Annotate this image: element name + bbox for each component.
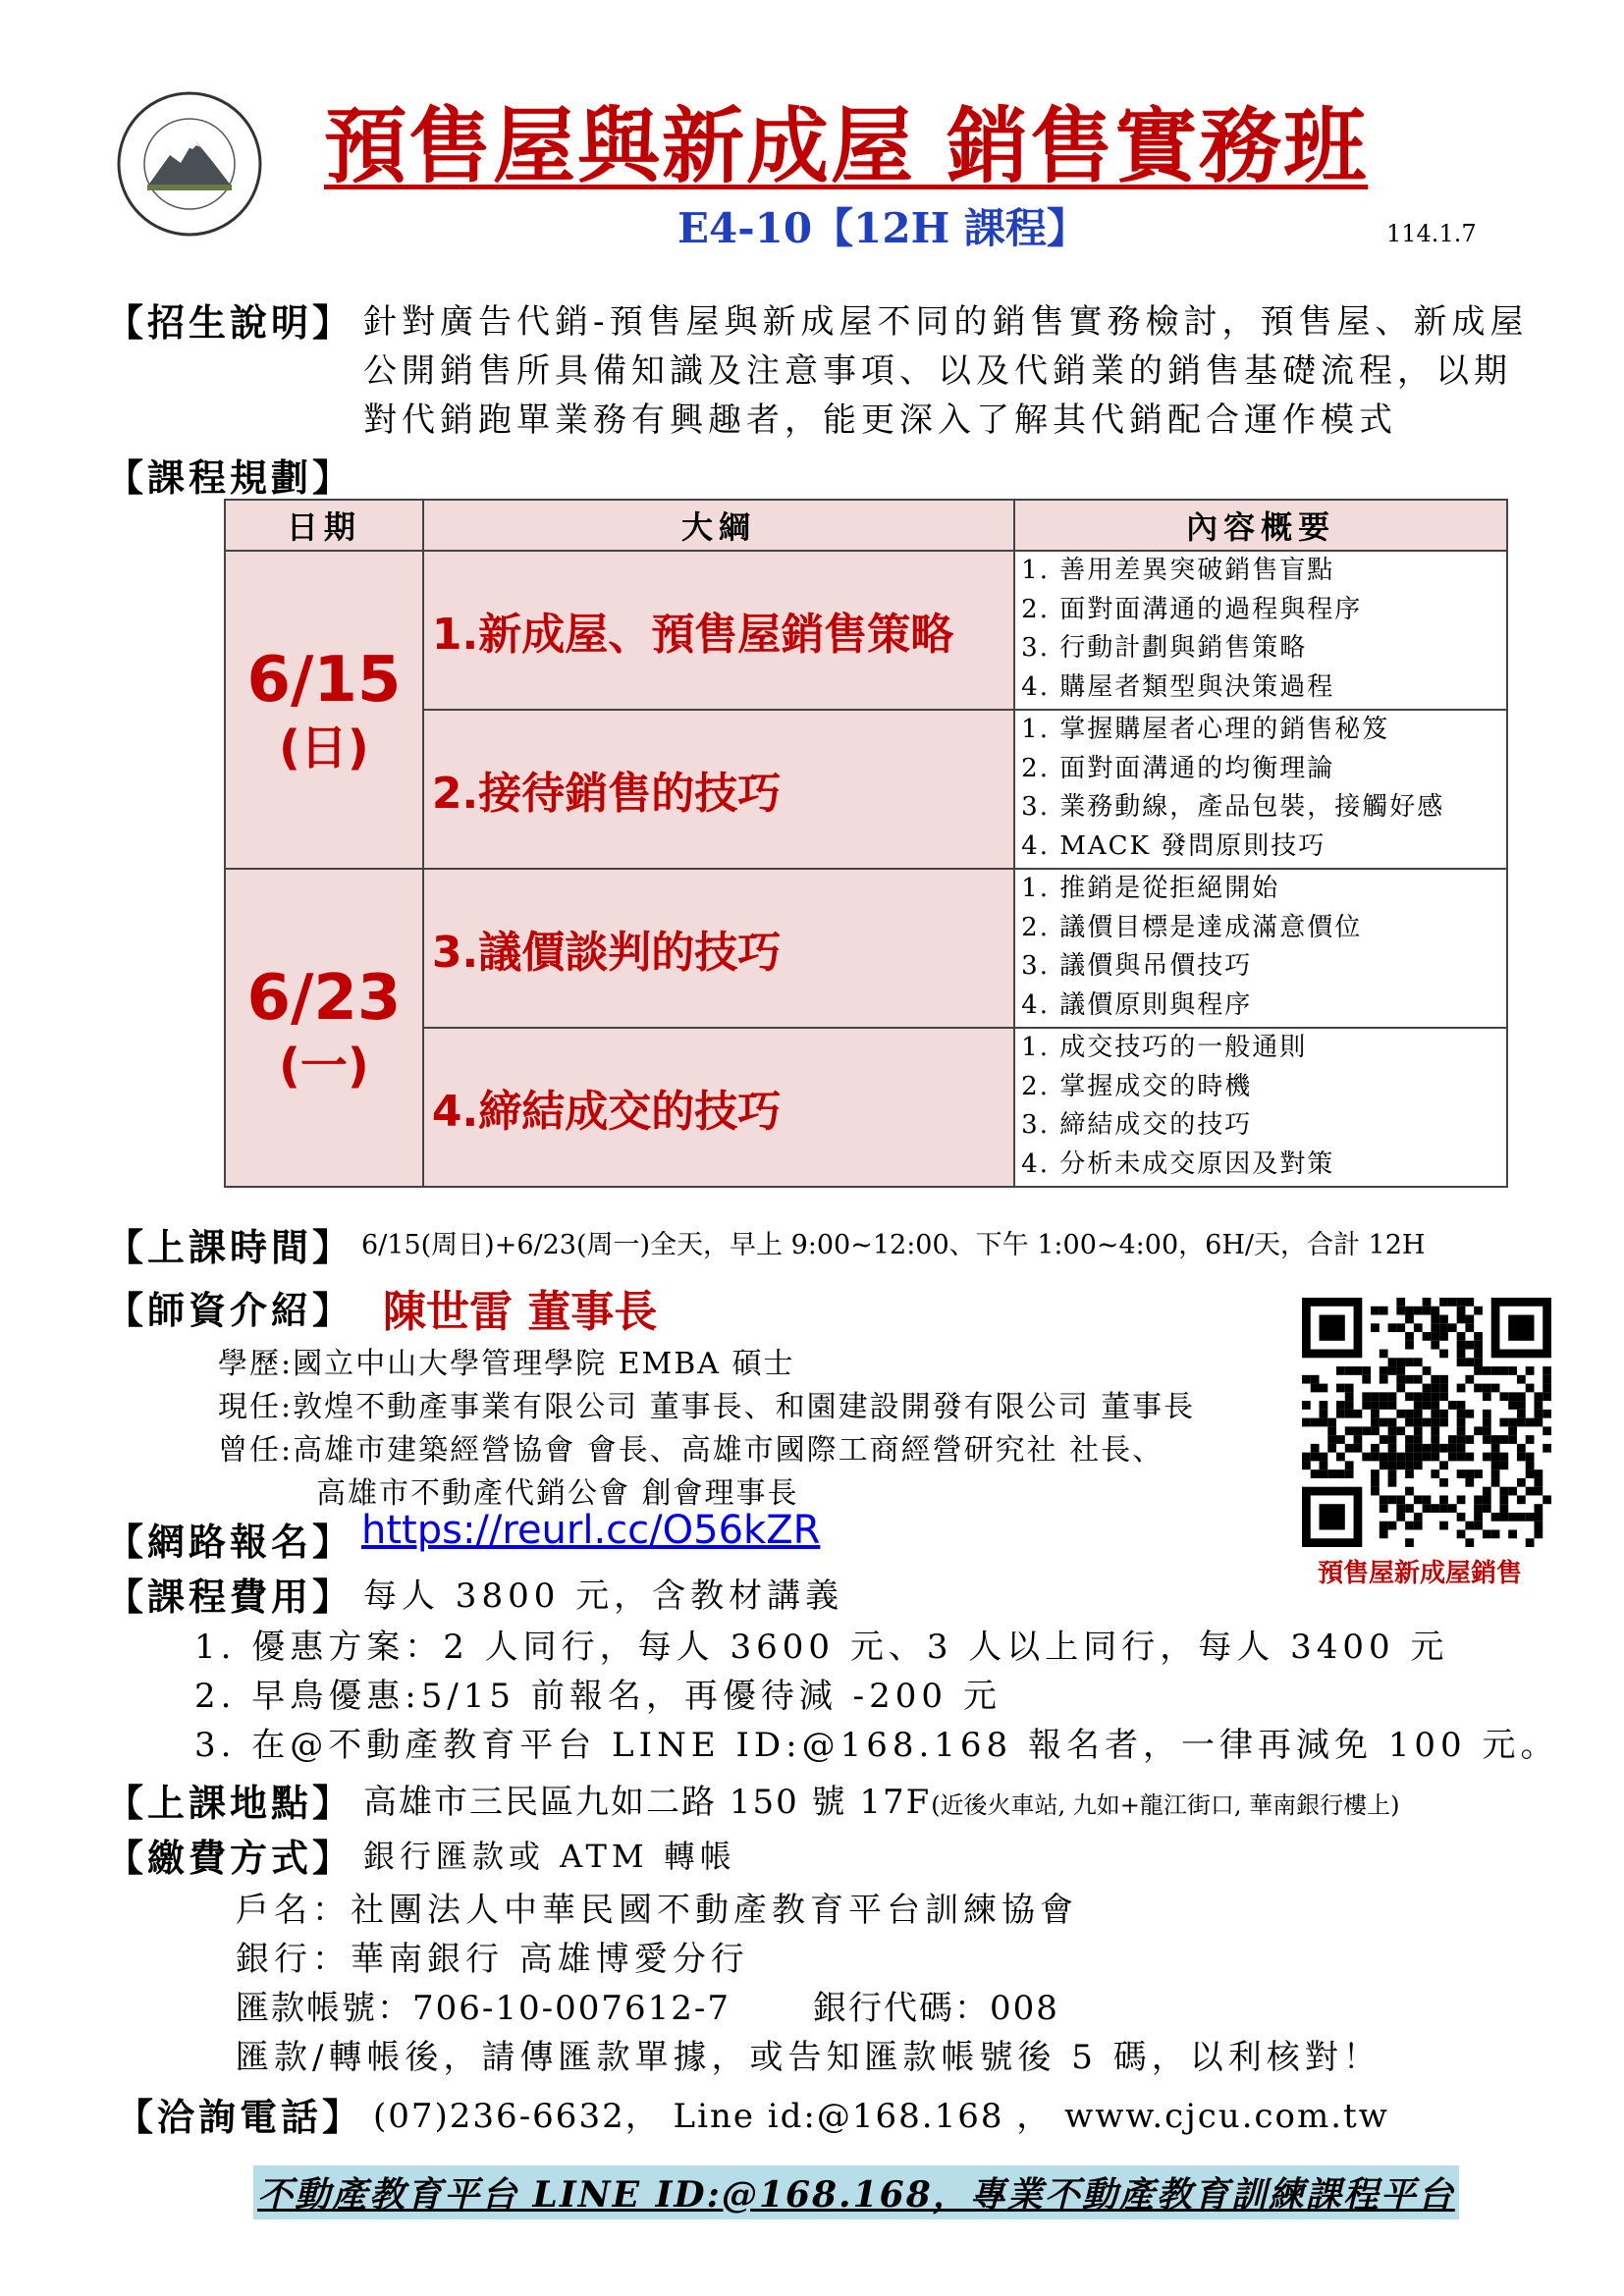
day-date: 6/15 [246,644,402,717]
topic-point: 4. MACK 發問原則技巧 [1021,830,1326,861]
page-title: 預售屋與新成屋 銷售實務班 [324,98,1369,194]
document-date: 114.1.7 [1386,220,1477,247]
payment-bank-code: 銀行代碼：008 [813,1989,1059,2028]
topic-point: 4. 分析未成交原因及對策 [1021,1148,1335,1179]
topic-point: 2. 面對面溝通的過程與程序 [1021,594,1363,624]
fee-label: 【課程費用】 [106,1575,354,1619]
organization-logo [116,90,263,238]
location-line [363,1775,1400,1823]
time-label: 【上課時間】 [106,1225,354,1269]
location-label: 【上課地點】 [106,1781,354,1825]
topic-point: 2. 議價目標是達成滿意價位 [1021,912,1363,942]
footer-banner: 不動產教育平台 LINE ID:@168.168，專業不動產教育訓練課程平台 [253,2165,1459,2219]
topic-points [1014,869,1507,1028]
day-cell [225,551,423,869]
day-weekday: (日) [278,721,369,775]
qr-code-icon[interactable] [1302,1298,1551,1547]
topic-point: 3. 業務動線，產品包裝，接觸好感 [1021,792,1445,822]
topic-title: 3.議價談判的技巧 [423,869,1014,1028]
payment-account-name: 戶名：社團法人中華民國不動產教育平台訓練協會 [236,1891,1078,1930]
teacher-education: 學歷:國立中山大學管理學院 EMBA 碩士 [218,1347,795,1381]
teacher-name: 陳世雷 董事長 [383,1287,658,1337]
intro-line: 公開銷售所具備知識及注意事項、以及代銷業的銷售基礎流程，以期 [363,351,1512,391]
day-date: 6/23 [246,962,402,1035]
teacher-label: 【師資介紹】 [106,1288,354,1332]
course-code: E4-10【12H 課程】 [677,204,1088,252]
topic-point: 4. 議價原則與程序 [1021,989,1253,1020]
header-date: 日期 [225,500,423,551]
topic-title: 4.締結成交的技巧 [423,1028,1014,1187]
location-address: 高雄市三民區九如二路 150 號 17F [363,1783,932,1822]
intro-line: 針對廣告代銷-預售屋與新成屋不同的銷售實務檢討，預售屋、新成屋 [363,302,1529,342]
topic-point: 2. 面對面溝通的均衡理論 [1021,753,1335,783]
registration-label: 【網路報名】 [106,1520,354,1564]
payment-bank: 銀行：華南銀行 高雄博愛分行 [236,1940,749,1979]
topic-points [1014,1028,1507,1187]
topic-point: 2. 掌握成交的時機 [1021,1071,1253,1101]
topic-point: 1. 善用差異突破銷售盲點 [1021,556,1335,585]
time-text: 6/15(周日)+6/23(周一)全天，早上 9:00~12:00、下午 1:00~4:00，6H/天，合計 12H [361,1230,1426,1260]
topic-point: 1. 推銷是從拒絕開始 [1021,874,1280,903]
fee-item: 3. 在@不動產教育平台 LINE ID:@168.168 報名者，一律再減免 100 元。 [194,1726,1559,1765]
teacher-former: 曾任:高雄市建築經營協會 會長、高雄市國際工商經營研究社 社長、 [218,1433,1164,1468]
contact-label: 【洽詢電話】 [116,2095,364,2139]
fee-text: 每人 3800 元，含教材講義 [363,1576,844,1616]
topic-point: 3. 行動計劃與銷售策略 [1021,633,1308,663]
topic-point: 4. 購屋者類型與決策過程 [1021,671,1335,702]
payment-note: 匯款/轉帳後，請傳匯款單據，或告知匯款帳號後 5 碼，以利核對！ [236,2038,1381,2077]
header-summary: 內容概要 [1014,500,1507,551]
topic-points [1014,551,1507,710]
teacher-former-cont: 高雄市不動產代銷公會 創會理事長 [316,1476,799,1511]
location-note: (近後火車站, 九如+龍江街口, 華南銀行樓上) [931,1791,1400,1819]
fee-item: 2. 早鳥優惠:5/15 前報名，再優待減 -200 元 [194,1677,1001,1716]
topic-title: 2.接待銷售的技巧 [423,710,1014,869]
payment-text: 銀行匯款或 ATM 轉帳 [363,1838,736,1875]
day-weekday: (一) [278,1039,369,1094]
schedule-table [224,499,1508,1188]
plan-label: 【課程規劃】 [106,455,354,500]
topic-points [1014,710,1507,869]
intro-line: 對代銷跑單業務有興趣者，能更深入了解其代銷配合運作模式 [363,400,1397,440]
qr-caption: 預售屋新成屋銷售 [1318,1559,1523,1588]
topic-point: 3. 締結成交的技巧 [1021,1110,1253,1140]
topic-point: 1. 成交技巧的一般通則 [1021,1033,1308,1062]
payment-label: 【繳費方式】 [106,1836,354,1880]
registration-link[interactable]: https://reurl.cc/O56kZR [361,1508,821,1553]
table-row [225,551,1507,710]
topic-point: 3. 議價與吊價技巧 [1021,951,1253,981]
table-header-row [225,500,1507,551]
topic-point: 1. 掌握購屋者心理的銷售秘笈 [1021,715,1390,744]
topic-title: 1.新成屋、預售屋銷售策略 [423,551,1014,710]
payment-account-number: 匯款帳號：706-10-007612-7 [236,1989,731,2028]
fee-item: 1. 優惠方案：2 人同行，每人 3600 元、3 人以上同行，每人 3400 元 [194,1628,1449,1667]
teacher-current: 現任:敦煌不動產事業有限公司 董事長、和園建設開發有限公司 董事長 [218,1390,1196,1424]
day-cell [225,869,423,1187]
contact-text: (07)236-6632， Line id:@168.168 ， www.cjcu.com.tw [373,2097,1389,2136]
table-row [225,869,1507,1028]
header-outline: 大綱 [423,500,1014,551]
intro-label: 【招生說明】 [106,300,354,345]
